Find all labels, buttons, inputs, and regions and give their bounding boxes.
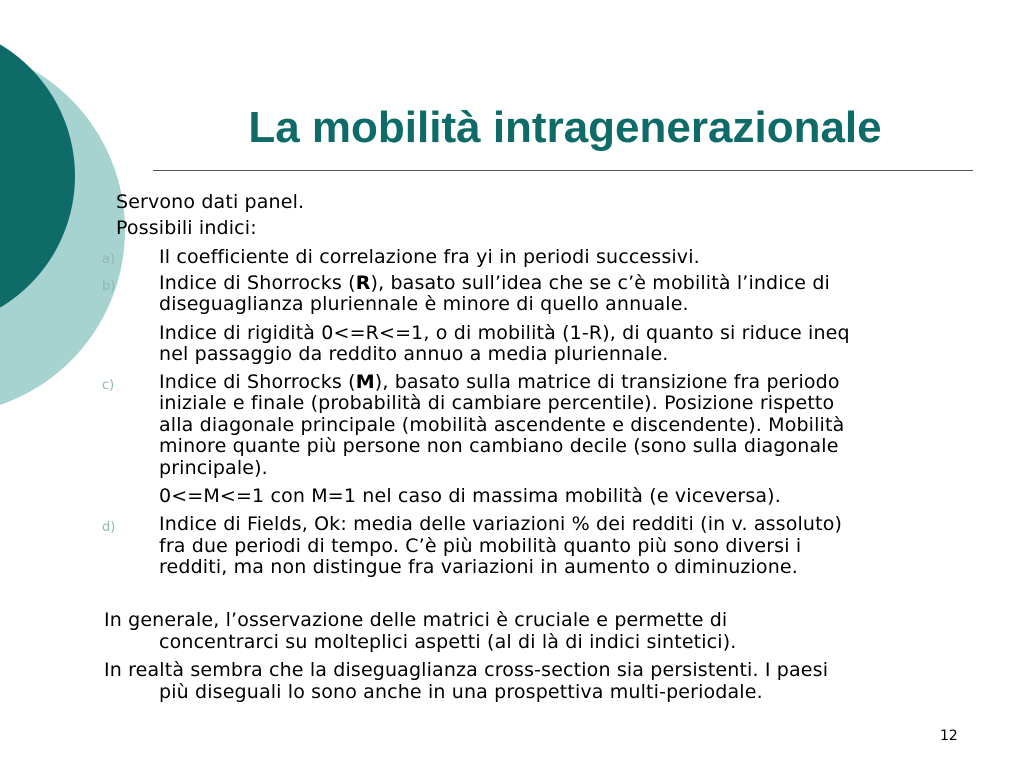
item-c-line-4: minore quante più persone non cambiano decile (sono sulla diagonale bbox=[159, 435, 839, 457]
item-a-line-1: Il coefficiente di correlazione fra yi in periodi successivi. bbox=[159, 246, 700, 268]
item-c-text-post: ), basato sulla matrice di transizione fra periodo bbox=[374, 371, 840, 393]
item-c-symbol: M bbox=[355, 371, 375, 393]
title-divider bbox=[153, 170, 973, 171]
item-c-line-1 bbox=[159, 372, 840, 393]
conclusion-1-line-1: In generale, l’osservazione delle matrici è cruciale e permette di bbox=[104, 609, 728, 631]
item-b-sub-line-2: nel passaggio da reddito annuo a media pluriennale. bbox=[159, 343, 669, 365]
item-c-text-pre: Indice di Shorrocks ( bbox=[159, 371, 356, 393]
item-c-line-5: principale). bbox=[159, 457, 268, 479]
item-b-text-pre: Indice di Shorrocks ( bbox=[159, 272, 356, 294]
list-marker-b: b) bbox=[102, 279, 116, 294]
list-marker-c: c) bbox=[102, 378, 115, 393]
item-c-line-2: iniziale e finale (probabilità di cambiare percentile). Posizione rispetto bbox=[159, 392, 835, 414]
intro-line-2: Possibili indici: bbox=[116, 217, 257, 239]
item-b-text-post: ), basato sull’idea che se c’è mobilità l’indice di bbox=[370, 272, 830, 294]
item-c-sub-line-1: 0<=M<=1 con M=1 nel caso di massima mobilità (e viceversa). bbox=[159, 485, 781, 507]
list-marker-d: d) bbox=[102, 520, 116, 535]
item-b-symbol: R bbox=[355, 272, 371, 294]
page-number: 12 bbox=[940, 728, 958, 744]
item-b-line-1 bbox=[159, 273, 830, 294]
intro-line-1: Servono dati panel. bbox=[116, 191, 305, 213]
item-c-line-3: alla diagonale principale (mobilità ascendente e discendente). Mobilità bbox=[159, 414, 845, 436]
slide-title: La mobilità intragenerazionale bbox=[248, 103, 882, 152]
item-b-line-2: diseguaglianza pluriennale è minore di quello annuale. bbox=[159, 293, 689, 315]
conclusion-1-line-2: concentrarci su molteplici aspetti (al di là di indici sintetici). bbox=[159, 631, 737, 653]
conclusion-2-line-1: In realtà sembra che la diseguaglianza cross-section sia persistenti. I paesi bbox=[104, 659, 829, 681]
list-marker-a: a) bbox=[102, 252, 116, 267]
item-d-line-1: Indice di Fields, Ok: media delle variazioni % dei redditi (in v. assoluto) bbox=[159, 513, 843, 535]
item-b-sub-line-1: Indice di rigidità 0<=R<=1, o di mobilità (1-R), di quanto si riduce ineq bbox=[159, 322, 850, 344]
item-d-line-2: fra due periodi di tempo. C’è più mobilità quanto più sono diversi i bbox=[159, 535, 802, 557]
item-d-line-3: redditi, ma non distingue fra variazioni in aumento o diminuzione. bbox=[159, 556, 798, 578]
conclusion-2-line-2: più diseguali lo sono anche in una prospettiva multi-periodale. bbox=[159, 681, 763, 703]
